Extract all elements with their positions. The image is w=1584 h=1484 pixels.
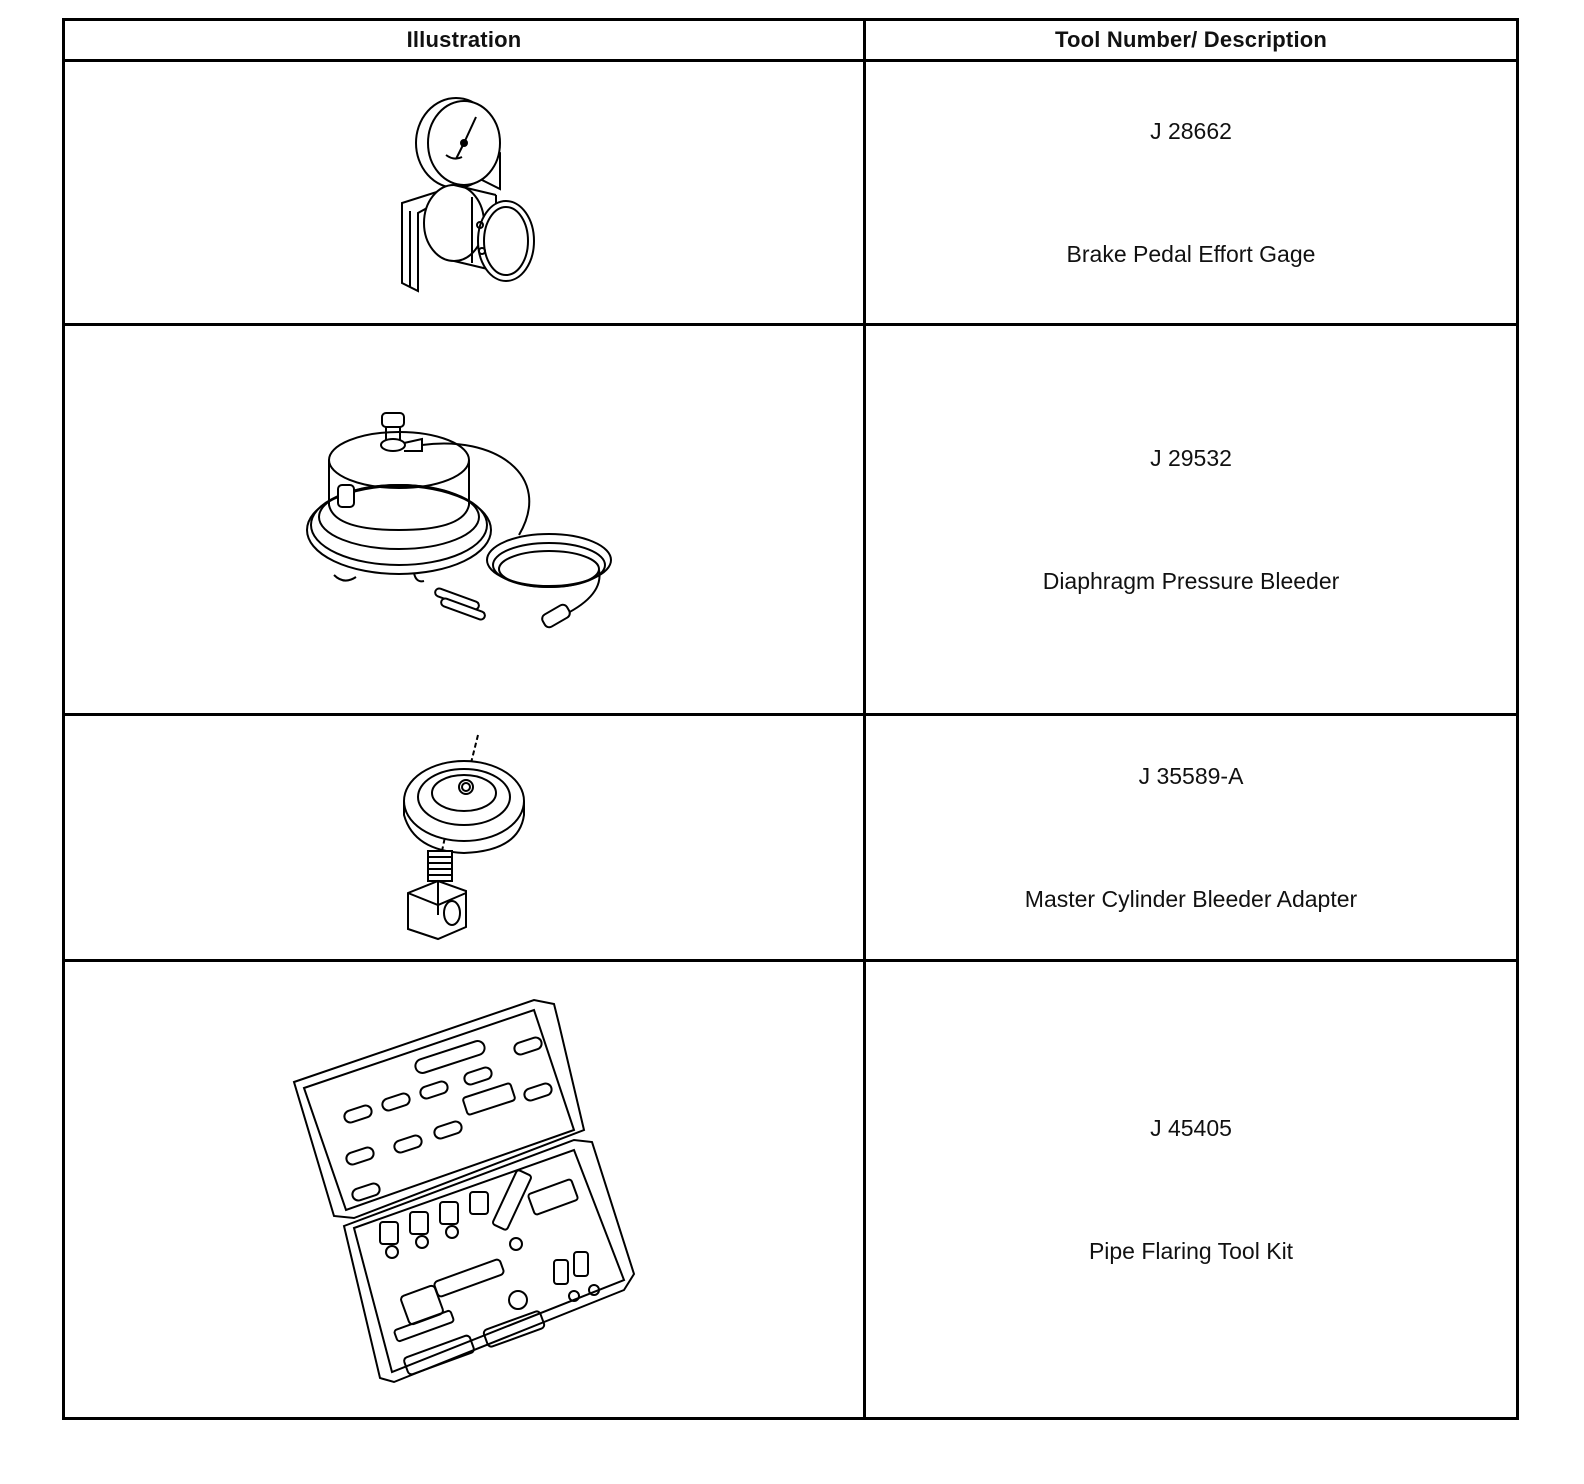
flaring-tool-kit-icon — [284, 990, 644, 1390]
tool-description-cell — [865, 715, 1518, 961]
tool-description-cell — [865, 61, 1518, 325]
tool-description-header: Tool Number/ Description — [865, 20, 1518, 61]
pedal-effort-gage-icon — [384, 93, 544, 293]
table-row — [64, 715, 1518, 961]
tool-number: J 29532 — [1150, 444, 1232, 471]
table-row — [64, 961, 1518, 1419]
pressure-bleeder-icon — [304, 405, 624, 635]
table-row — [64, 61, 1518, 325]
table-row — [64, 325, 1518, 715]
tool-description-cell — [865, 325, 1518, 715]
illustration-cell — [64, 715, 865, 961]
illustration-cell — [64, 961, 865, 1419]
tool-number: J 45405 — [1150, 1114, 1232, 1141]
tool-number: J 28662 — [1150, 117, 1232, 144]
illustration-cell — [64, 61, 865, 325]
illustration-cell — [64, 325, 865, 715]
tool-description: Brake Pedal Effort Gage — [1066, 240, 1316, 267]
header-row — [64, 20, 1518, 61]
tool-description: Master Cylinder Bleeder Adapter — [1024, 885, 1358, 912]
illustration-header: Illustration — [64, 20, 865, 61]
tool-number: J 35589-A — [1138, 762, 1244, 789]
bleeder-adapter-icon — [394, 733, 534, 943]
tool-table — [62, 18, 1519, 1420]
tool-description: Diaphragm Pressure Bleeder — [1042, 567, 1340, 594]
tool-description: Pipe Flaring Tool Kit — [1088, 1237, 1294, 1264]
tool-description-cell — [865, 961, 1518, 1419]
